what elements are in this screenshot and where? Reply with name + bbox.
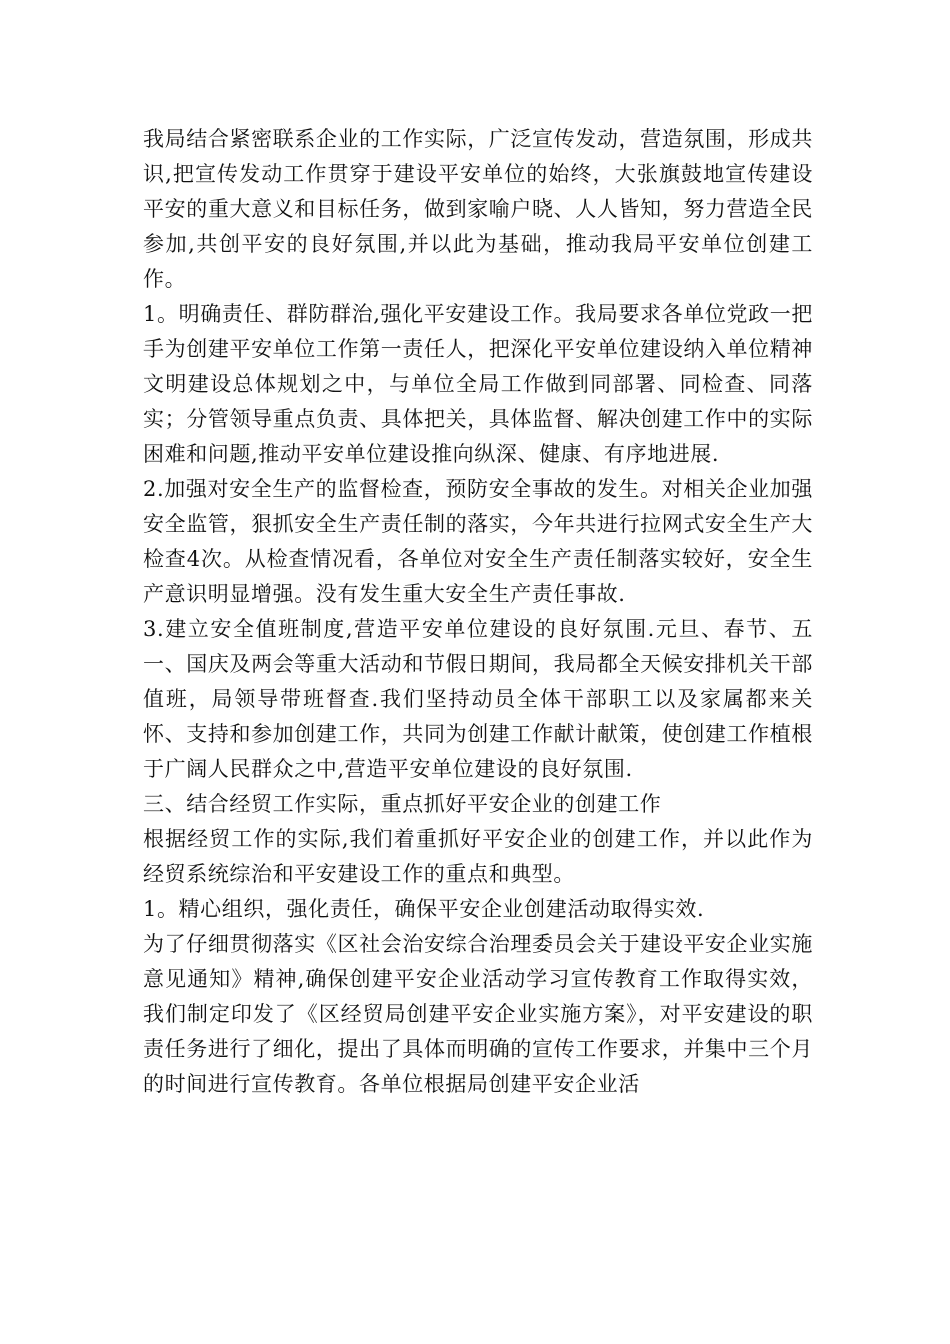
paragraph-section-3-intro: 根据经贸工作的实际,我们着重抓好平安企业的创建工作，并以此作为经贸系统综治和平安建设工作的重点和典型。 <box>143 827 813 886</box>
paragraph-implementation: 为了仔细贯彻落实《区社会治安综合治理委员会关于建设平安企业实施意见通知》精神,确保创建平安企业活动学习宣传教育工作取得实效，我们制定印发了《区经贸局创建平安企业实施方案》，对平安建设的职责任务进行了细化，提出了具体而明确的宣传工作要求，并集中三个月的时间进行宣传教育。各单位根据局创建平安企业活 <box>143 932 813 1096</box>
section-heading-3: 三、结合经贸工作实际，重点抓好平安企业的创建工作 <box>143 792 662 816</box>
paragraph-item-1-responsibility: 1。明确责任、群防群治,强化平安建设工作。我局要求各单位党政一把手为创建平安单位工作第一责任人，把深化平安单位建设纳入单位精神文明建设总体规划之中，与单位全局工作做到同部署、同检查、同落实；分管领导重点负责、具体把关，具体监督、解决创建工作中的实际困难和问题,推动平安单位建设推向纵深、健康、有序地进展. <box>143 302 813 466</box>
subheading-item-1: 1。精心组织，强化责任，确保平安企业创建活动取得实效. <box>143 897 705 921</box>
document-body <box>143 122 813 1102</box>
paragraph-intro: 我局结合紧密联系企业的工作实际，广泛宣传发动，营造氛围，形成共识,把宣传发动工作贯穿于建设平安单位的始终，大张旗鼓地宣传建设平安的重大意义和目标任务，做到家喻户晓、人人皆知，努力营造全民参加,共创平安的良好氛围,并以此为基础，推动我局平安单位创建工作。 <box>143 127 813 291</box>
paragraph-item-2-safety-inspection: 2.加强对安全生产的监督检查，预防安全事故的发生。对相关企业加强安全监管，狠抓安全生产责任制的落实，今年共进行拉网式安全生产大检查4次。从检查情况看，各单位对安全生产责任制落实较好，安全生产意识明显增强。没有发生重大安全生产责任事故. <box>143 477 813 606</box>
paragraph-item-3-duty-system: 3.建立安全值班制度,营造平安单位建设的良好氛围.元旦、春节、五一、国庆及两会等重大活动和节假日期间，我局都全天候安排机关干部值班，局领导带班督查.我们坚持动员全体干部职工以及家属都来关怀、支持和参加创建工作，共同为创建工作献计献策，使创建工作植根于广阔人民群众之中,营造平安单位建设的良好氛围. <box>143 617 813 781</box>
